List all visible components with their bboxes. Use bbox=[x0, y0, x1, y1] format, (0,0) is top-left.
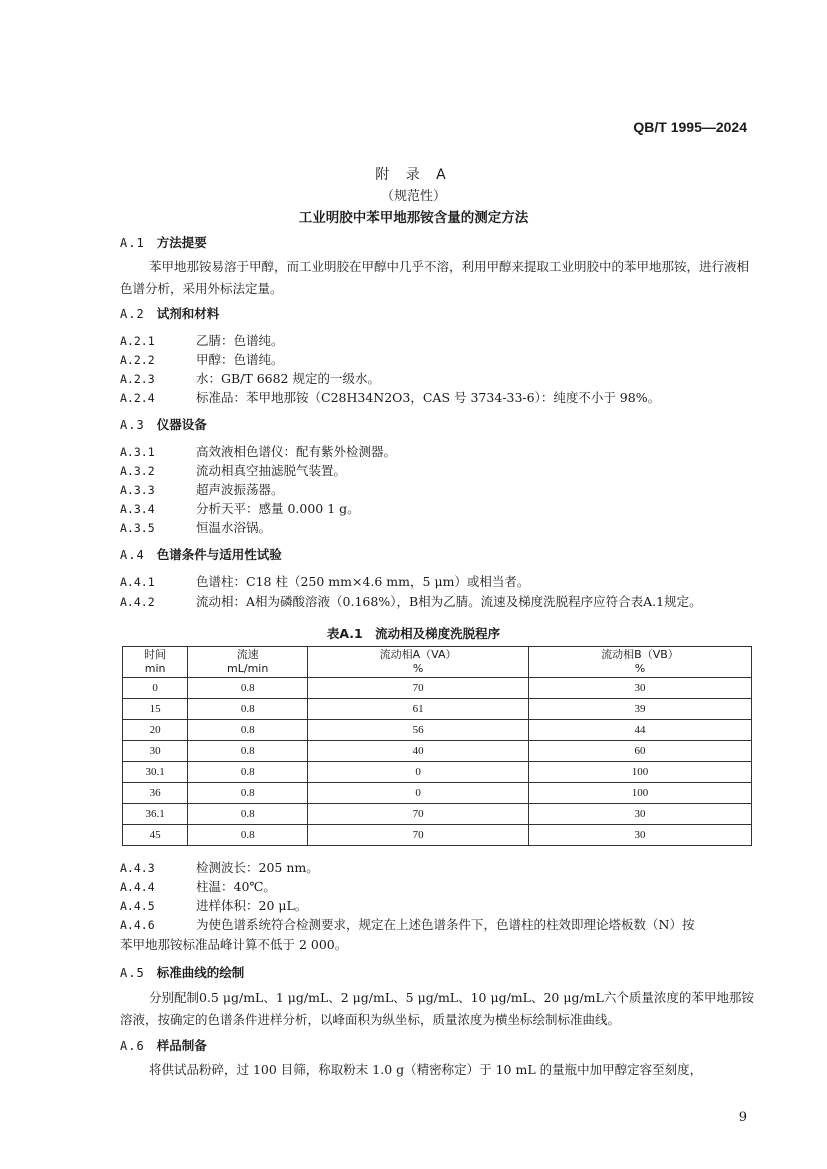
section-a6-text: 将供试品粉碎，过 100 目筛，称取粉末 1.0 g（精密称定）于 10 mL 的量瓶中加甲醇定容至刻度， bbox=[149, 1062, 703, 1077]
item-a3-3: A.3.3 超声波振荡器。 bbox=[120, 482, 284, 497]
item-a2-3: A.2.3 水：GB/T 6682 规定的一级水。 bbox=[120, 371, 380, 386]
item-a2-2: A.2.2 甲醇：色谱纯。 bbox=[120, 352, 284, 367]
header-time: 时间 min bbox=[123, 647, 188, 678]
table-caption: 表A.1 流动相及梯度洗脱程序 bbox=[326, 626, 501, 641]
table-row: 36.1 0.8 70 30 bbox=[123, 804, 752, 825]
table-row: 20 0.8 56 44 bbox=[123, 720, 752, 741]
section-a5-text: 分别配制0.5 μg/mL、1 μg/mL、2 μg/mL、5 μg/mL、10 μg/mL、20 μg/mL六个质量浓度的苯甲地那铵溶液，按确定的色谱条件进样分析，以峰面积为纵坐标，质量浓度为横坐标绘制标准曲线。 bbox=[120, 990, 754, 1027]
section-a3-heading: A.3 仪器设备 bbox=[120, 417, 207, 432]
table-row: 30 0.8 40 60 bbox=[123, 741, 752, 762]
header-phase-a: 流动相A（VA） % bbox=[308, 647, 529, 678]
item-a4-6-cont: 苯甲地那铵标准品峰计算不低于 2 000。 bbox=[120, 937, 348, 952]
appendix-name: 工业明胶中苯甲地那铵含量的测定方法 bbox=[298, 210, 529, 226]
item-a3-5: A.3.5 恒温水浴锅。 bbox=[120, 520, 272, 535]
item-a4-5: A.4.5 进样体积：20 μL。 bbox=[120, 898, 308, 913]
table-row: 36 0.8 0 100 bbox=[123, 783, 752, 804]
section-a5-heading: A.5 标准曲线的绘制 bbox=[120, 965, 245, 980]
standard-code: QB/T 1995—2024 bbox=[633, 119, 747, 135]
section-a1-text: 苯甲地那铵易溶于甲醇，而工业明胶在甲醇中几乎不溶，利用甲醇来提取工业明胶中的苯甲地那铵，进行液相色谱分析，采用外标法定量。 bbox=[120, 259, 750, 296]
item-a3-4: A.3.4 分析天平：感量 0.000 1 g。 bbox=[120, 501, 360, 516]
gradient-table bbox=[122, 646, 752, 846]
page-number: 9 bbox=[738, 1110, 747, 1125]
table-header-row bbox=[123, 647, 752, 678]
item-a4-4: A.4.4 柱温：40℃。 bbox=[120, 879, 276, 894]
table-row: 0 0.8 70 30 bbox=[123, 678, 752, 699]
header-flow: 流速 mL/min bbox=[188, 647, 308, 678]
appendix-title: 附 录 A bbox=[375, 167, 452, 183]
item-a3-1: A.3.1 高效液相色谱仪：配有紫外检测器。 bbox=[120, 444, 397, 459]
section-a2-heading: A.2 试剂和材料 bbox=[120, 306, 220, 321]
table-row: 15 0.8 61 39 bbox=[123, 699, 752, 720]
item-a4-6: A.4.6 为使色谱系统符合检测要求，规定在上述色谱条件下，色谱柱的柱效即理论塔板数（N）按 bbox=[120, 917, 695, 932]
item-a3-2: A.3.2 流动相真空抽滤脱气装置。 bbox=[120, 463, 347, 478]
item-a4-3: A.4.3 检测波长：205 nm。 bbox=[120, 860, 319, 875]
header-phase-b: 流动相B（VB） % bbox=[529, 647, 752, 678]
item-a4-1: A.4.1 色谱柱：C18 柱（250 mm×4.6 mm，5 μm）或相当者。 bbox=[120, 574, 530, 589]
section-a4-heading: A.4 色谱条件与适用性试验 bbox=[120, 547, 282, 562]
section-a6-heading: A.6 样品制备 bbox=[120, 1038, 207, 1053]
table-row: 30.1 0.8 0 100 bbox=[123, 762, 752, 783]
item-a4-2: A.4.2 流动相：A相为磷酸溶液（0.168%），B相为乙腈。流速及梯度洗脱程序应符合表A.1规定。 bbox=[120, 594, 702, 609]
section-a1-heading: A.1 方法提要 bbox=[120, 235, 207, 250]
table-row: 45 0.8 70 30 bbox=[123, 825, 752, 846]
appendix-type: （规范性） bbox=[380, 189, 446, 204]
item-a2-4: A.2.4 标准品：苯甲地那铵（C28H34N2O3，CAS 号 3734-33-6）：纯度不小于 98%。 bbox=[120, 390, 661, 405]
item-a2-1: A.2.1 乙腈：色谱纯。 bbox=[120, 333, 284, 348]
